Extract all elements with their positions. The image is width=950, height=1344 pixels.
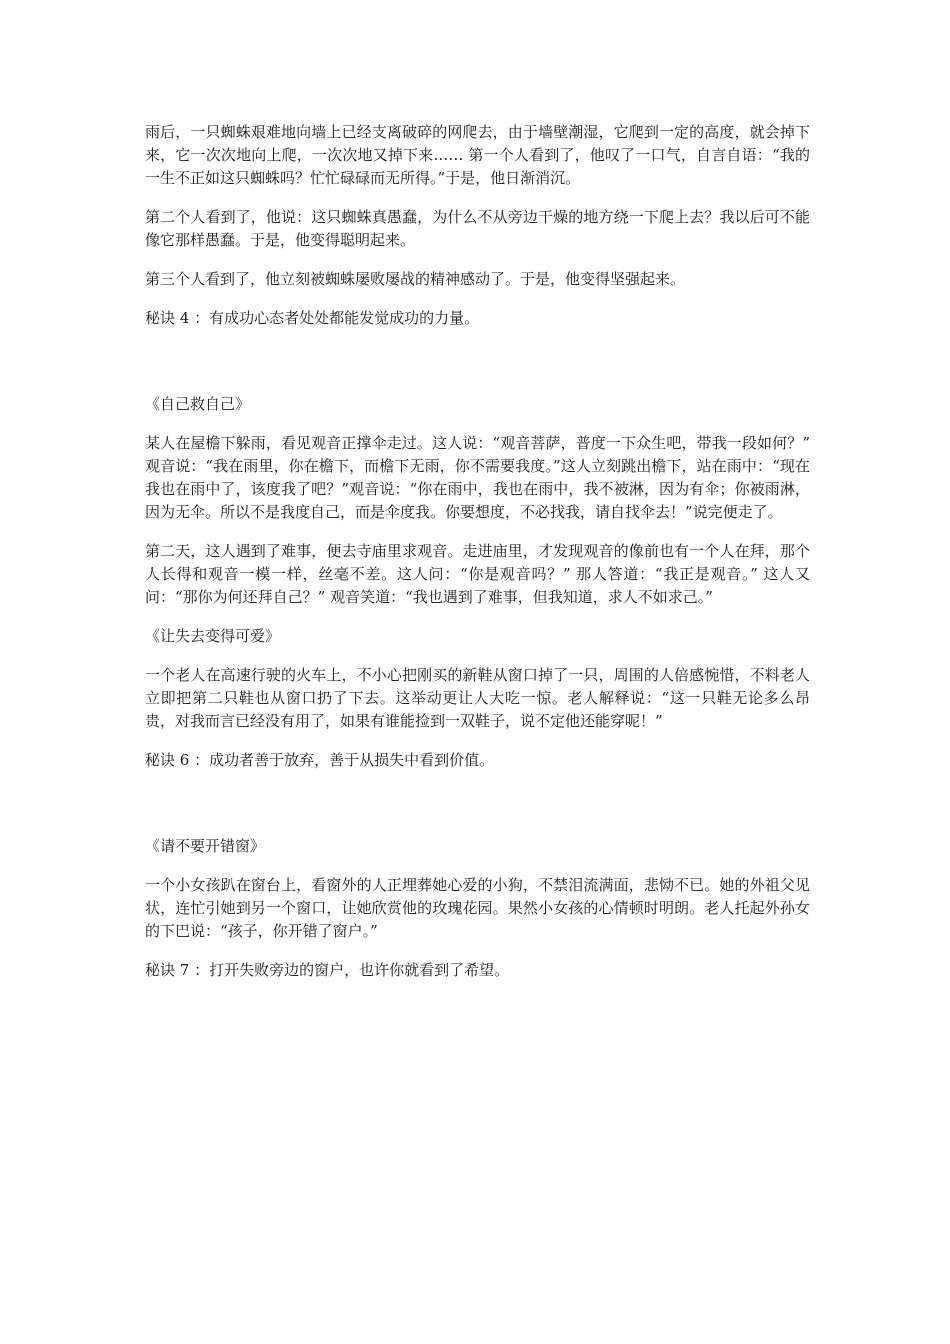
paragraph-guanyin-temple: 第二天，这人遇到了难事，便去寺庙里求观音。走进庙里，才发现观音的像前也有一个人在拜，那个人长得和观音一模一样，丝毫不差。这人问：“你是观音吗？” 那人答道：“我正是观音。” 这人又问：“那你为何还拜自己？” 观音笑道：“我也遇到了难事，但我知道，求人不如求己。” xyxy=(145,542,810,606)
paragraph-spacer xyxy=(145,943,810,959)
section-spacer xyxy=(145,330,810,393)
section-spacer xyxy=(145,772,810,835)
section-title-lovely-loss: 《让失去变得可爱》 xyxy=(145,627,281,645)
paragraph-third-person: 第三个人看到了，他立刻被蜘蛛屡败屡战的精神感动了。于是，他变得坚强起来。 xyxy=(145,270,686,288)
paragraph-spacer xyxy=(145,858,810,874)
paragraph-spacer xyxy=(145,524,810,540)
secret-4: 秘诀 4 ：有成功心态者处处都能发觉成功的力量。 xyxy=(145,309,480,327)
secret-6: 秘诀 6 ：成功者善于放弃，善于从损失中看到价值。 xyxy=(145,751,495,769)
paragraph-spacer xyxy=(145,609,810,625)
paragraph-little-girl-window: 一个小女孩趴在窗台上，看窗外的人正埋葬她心爱的小狗，不禁泪流满面，悲恸不已。她的外祖父见状，连忙引她到另一个窗口，让她欣赏他的玫瑰花园。果然小女孩的心情顿时明朗。老人托起外孙女的下巴说：“孩子，你开错了窗户。” xyxy=(145,876,810,940)
paragraph-spacer xyxy=(145,190,810,206)
paragraph-second-person: 第二个人看到了，他说：这只蜘蛛真愚蠢，为什么不从旁边干燥的地方绕一下爬上去？我以后可不能像它那样愚蠢。于是，他变得聪明起来。 xyxy=(145,208,810,249)
paragraph-spacer xyxy=(145,416,810,432)
paragraph-old-man-shoes: 一个老人在高速行驶的火车上，不小心把刚买的新鞋从窗口掉了一只，周围的人倍感惋惜，不料老人立即把第二只鞋也从窗口扔了下去。这举动更让人大吃一惊。老人解释说：“这一只鞋无论多么昂贵，对我而言已经没有用了，如果有谁能捡到一双鞋子，说不定他还能穿呢！” xyxy=(145,666,810,730)
paragraph-spacer xyxy=(145,252,810,268)
section-title-save-yourself: 《自己救自己》 xyxy=(145,395,251,413)
paragraph-spacer xyxy=(145,648,810,664)
paragraph-spacer xyxy=(145,733,810,749)
paragraph-spacer xyxy=(145,291,810,307)
section-title-wrong-window: 《请不要开错窗》 xyxy=(145,837,266,855)
paragraph-guanyin-umbrella: 某人在屋檐下躲雨，看见观音正撑伞走过。这人说：“观音菩萨，普度一下众生吧，带我一段如何？” 观音说：“我在雨里，你在檐下，而檐下无雨，你不需要我度。”这人立刻跳出檐下，站在雨中：“现在我也在雨中了，该度我了吧？”观音说：“你在雨中，我也在雨中，我不被淋，因为有伞；你被雨淋，因为无伞。所以不是我度自己，而是伞度我。你要想度，不必找我，请自找伞去！”说完便走了。 xyxy=(145,434,810,521)
secret-7: 秘诀 7 ：打开失败旁边的窗户，也许你就看到了希望。 xyxy=(145,961,510,979)
paragraph-spider-story: 雨后，一只蜘蛛艰难地向墙上已经支离破碎的网爬去，由于墙壁潮湿，它爬到一定的高度，就会掉下来，它一次次地向上爬，一次次地又掉下来…… 第一个人看到了，他叹了一口气，自言自语：“我的一生不正如这只蜘蛛吗？忙忙碌碌而无所得。”于是，他日渐消沉。 xyxy=(145,123,810,187)
document-page xyxy=(145,121,810,982)
